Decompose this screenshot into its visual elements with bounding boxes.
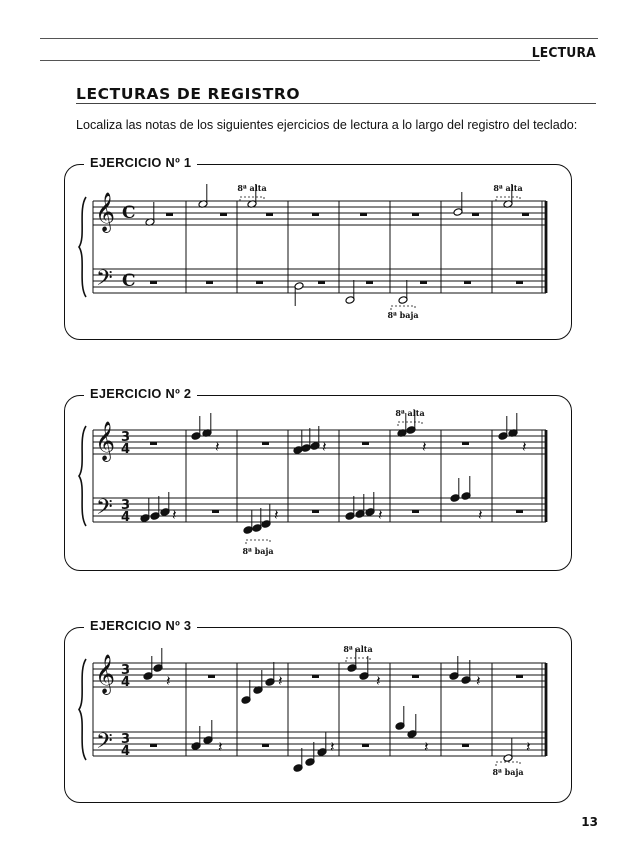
rest: [150, 281, 157, 284]
quarter-rest: 𝄽: [166, 672, 171, 690]
rest: [516, 675, 523, 678]
time-signature-top: 3: [121, 663, 131, 678]
treble-clef: 𝄞: [95, 421, 116, 461]
quarter-rest: 𝄽: [218, 738, 223, 756]
time-signature-bottom: 4: [121, 675, 131, 690]
rest: [262, 744, 269, 747]
octave-label: 8ª alta: [395, 408, 425, 418]
rest: [262, 442, 269, 445]
quarter-rest: 𝄽: [274, 506, 279, 524]
rest: [516, 281, 523, 284]
octave-label: 8ª baja: [242, 546, 274, 556]
quarter-rest: 𝄽: [422, 438, 427, 456]
rest: [420, 281, 427, 284]
rest: [362, 744, 369, 747]
quarter-rest: 𝄽: [330, 738, 335, 756]
rest: [150, 744, 157, 747]
quarter-rest: 𝄽: [172, 506, 177, 524]
rest: [516, 510, 523, 513]
time-signature: C: [122, 271, 136, 291]
exercise-3-label: EJERCICIO Nº 3: [84, 618, 197, 633]
rest: [312, 213, 319, 216]
quarter-rest: 𝄽: [476, 672, 481, 690]
rest: [360, 213, 367, 216]
bass-clef: 𝄢: [96, 729, 113, 759]
octave-label: 8ª baja: [387, 310, 419, 320]
rest: [464, 281, 471, 284]
octave-label: 8ª alta: [237, 183, 267, 193]
rest: [256, 281, 263, 284]
page-title: LECTURAS DE REGISTRO: [76, 85, 301, 103]
quarter-rest: 𝄽: [278, 672, 283, 690]
rest: [412, 675, 419, 678]
quarter-rest: 𝄽: [378, 506, 383, 524]
rest: [318, 281, 325, 284]
octave-label: 8ª baja: [492, 767, 524, 777]
rest: [150, 442, 157, 445]
octave-bracket: [496, 762, 520, 766]
time-signature: C: [122, 203, 136, 223]
rest: [412, 510, 419, 513]
octave-bracket: [398, 422, 422, 426]
rest: [462, 744, 469, 747]
quarter-rest: 𝄽: [424, 738, 429, 756]
quarter-rest: 𝄽: [522, 438, 527, 456]
octave-bracket: [346, 658, 370, 662]
time-signature-top: 3: [121, 498, 131, 513]
rest: [266, 213, 273, 216]
time-signature-bottom: 4: [121, 442, 131, 457]
quarter-rest: 𝄽: [376, 672, 381, 690]
time-signature-top: 3: [121, 732, 131, 747]
quarter-rest: 𝄽: [215, 438, 220, 456]
time-signature-top: 3: [121, 430, 131, 445]
rest: [462, 442, 469, 445]
bass-clef: 𝄢: [96, 266, 113, 296]
quarter-rest: 𝄽: [526, 738, 531, 756]
quarter-rest: 𝄽: [322, 438, 327, 456]
rest: [208, 675, 215, 678]
exercise-2-label: EJERCICIO Nº 2: [84, 386, 197, 401]
page-number: 13: [581, 815, 598, 829]
octave-bracket: [246, 540, 270, 544]
rest: [472, 213, 479, 216]
treble-clef: 𝄞: [95, 654, 116, 694]
rest: [362, 442, 369, 445]
rest: [366, 281, 373, 284]
treble-clef: 𝄞: [95, 192, 116, 232]
brace: [79, 659, 86, 760]
time-signature-bottom: 4: [121, 744, 131, 759]
header-section-label: LECTURA: [532, 46, 597, 61]
instructions-text: Localiza las notas de los siguientes ejercicios de lectura a lo largo del registro del teclado:: [76, 118, 578, 132]
rest: [220, 213, 227, 216]
rest: [522, 213, 529, 216]
brace: [79, 426, 86, 526]
rest: [312, 675, 319, 678]
octave-label: 8ª alta: [493, 183, 523, 193]
rest: [212, 510, 219, 513]
rest: [312, 510, 319, 513]
rest: [206, 281, 213, 284]
rest: [412, 213, 419, 216]
octave-label: 8ª alta: [343, 644, 373, 654]
quarter-rest: 𝄽: [478, 506, 483, 524]
exercise-1-label: EJERCICIO Nº 1: [84, 155, 197, 170]
rest: [166, 213, 173, 216]
brace: [79, 197, 86, 297]
bass-clef: 𝄢: [96, 495, 113, 525]
time-signature-bottom: 4: [121, 510, 131, 525]
